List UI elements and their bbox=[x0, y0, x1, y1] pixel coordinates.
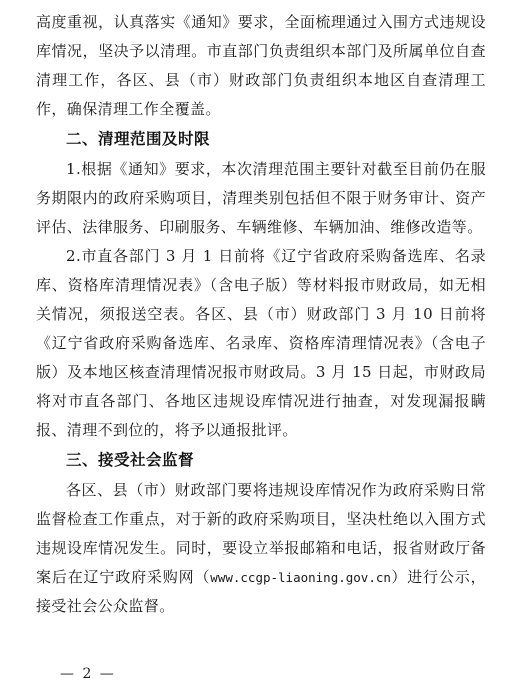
page-number: — 2 — bbox=[60, 666, 116, 682]
continued-paragraph: 高度重视，认真落实《通知》要求，全面梳理通过入围方式违规设库情况，坚决予以清理。市直部门负责组织本部门及所属单位自查清理工作，各区、县（市）财政部门负责组织本地区自查清理工作，确保清理工作全覆盖。 bbox=[36, 13, 486, 118]
scope-paragraph-1: 1.根据《通知》要求，本次清理范围主要针对截至目前仍在服务期限内的政府采购项目，清理类别包括但不限于财务审计、资产评估、法律服务、印刷服务、车辆维修、车辆加油、维修改造等。 bbox=[36, 160, 486, 236]
section-heading-supervision: 三、接受社会监督 bbox=[66, 451, 195, 469]
supervision-paragraph bbox=[36, 476, 486, 621]
website-url: www.ccgp-liaoning.gov.cn bbox=[210, 570, 391, 585]
supervision-text-before: 各区、县（市）财政部门要将违规设库情况作为政府采购日常监督检查工作重点，对于新的政府采购项目，坚决杜绝以入围方式违规设库情况发生。同时，要设立举报邮箱和电话，报省财政厅备案后在辽宁政府采购网（ bbox=[36, 481, 486, 586]
section-heading-scope: 二、清理范围及时限 bbox=[66, 130, 211, 148]
scope-paragraph-2: 2.市直各部门 3 月 1 日前将《辽宁省政府采购备选库、名录库、资格库清理情况表》（含电子版）等材料报市财政局，如无相关情况，须报送空表。各区、县（市）财政部门 3 月 10 日前将《辽宁省政府采购备选库、名录库、资格库清理情况表》（含电子版）及本地区核查清理情况报市财政局。3 月 15 日起，市财政局将对市直各部门、各地区违规设库情况进行抽查，对发现漏报瞒报、清理不到位的，将予以通报批评。 bbox=[36, 247, 486, 439]
supervision-text-after: ）进行公示，接受社会公众监督。 bbox=[36, 568, 486, 615]
